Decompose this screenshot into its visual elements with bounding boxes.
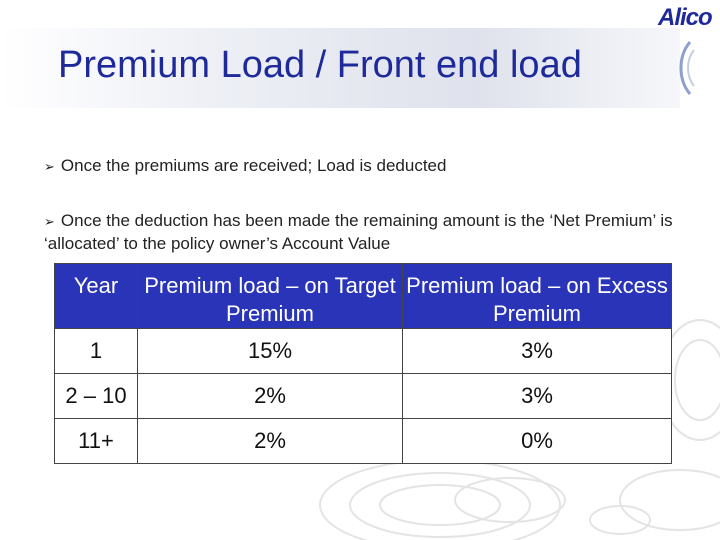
logo-text: Alico xyxy=(658,4,712,31)
bullet-text: Once the deduction has been made the remaining amount is the ‘Net Premium’ is ‘allocated’ to the policy owner’s Account Value xyxy=(44,211,673,253)
arrowhead-bullet-icon: ➢ xyxy=(44,214,55,229)
cell-excess-load: 3% xyxy=(403,374,672,419)
premium-load-table xyxy=(54,263,672,464)
table-row xyxy=(55,329,672,374)
cell-target-load: 2% xyxy=(138,374,403,419)
table-header-row xyxy=(55,264,672,329)
cell-year: 11+ xyxy=(55,419,138,464)
header-year: Year xyxy=(55,264,138,329)
arrowhead-bullet-icon: ➢ xyxy=(44,159,55,174)
cell-year: 2 – 10 xyxy=(55,374,138,419)
table-row xyxy=(55,419,672,464)
slide-title: Premium Load / Front end load xyxy=(58,44,582,86)
company-logo xyxy=(658,4,712,32)
bullet-text: Once the premiums are received; Load is deducted xyxy=(60,156,447,175)
header-target-premium-load: Premium load – on Target Premium xyxy=(138,264,403,329)
logo-swirl-icon xyxy=(676,38,696,98)
cell-excess-load: 3% xyxy=(403,329,672,374)
bullet-item xyxy=(44,155,446,178)
cell-target-load: 15% xyxy=(138,329,403,374)
cell-excess-load: 0% xyxy=(403,419,672,464)
cell-target-load: 2% xyxy=(138,419,403,464)
table-row xyxy=(55,374,672,419)
bullet-item xyxy=(44,210,704,255)
cell-year: 1 xyxy=(55,329,138,374)
header-excess-premium-load: Premium load – on Excess Premium xyxy=(403,264,672,329)
